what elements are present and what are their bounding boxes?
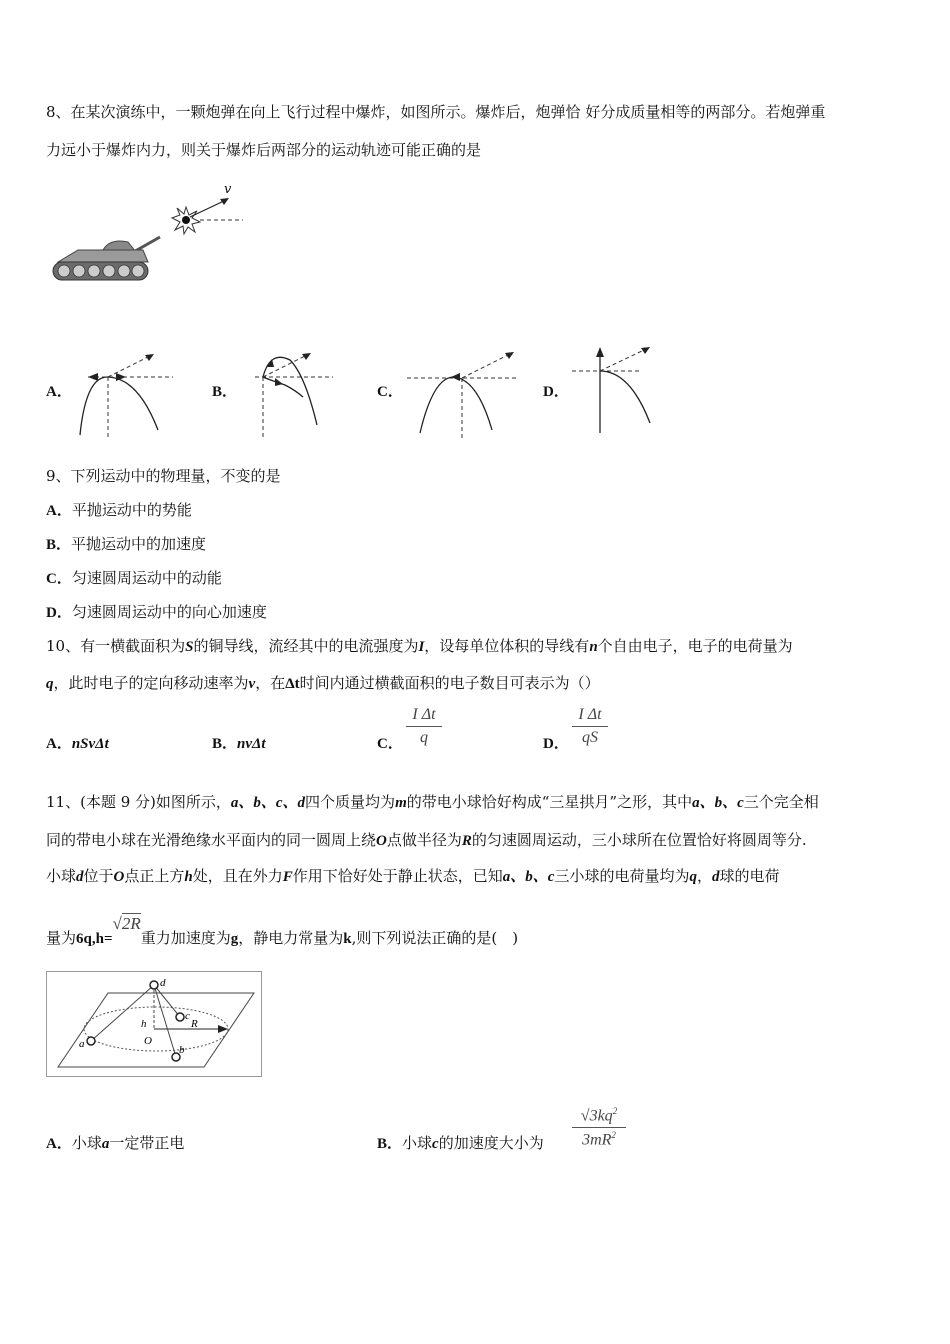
q8-option-d-figure: [570, 345, 660, 437]
q10-text: ，此时电子的定向移动速率为: [53, 674, 249, 692]
q11-stem-line1: [46, 792, 819, 813]
q11-var-o: O: [113, 869, 125, 885]
q11-text: 重力加速度为: [140, 929, 231, 947]
fig-label-o: O: [144, 1035, 152, 1047]
fraction-numerator-text: 3kq: [589, 1107, 613, 1125]
fig-label-r: R: [191, 1018, 198, 1030]
q10-text: ，在: [255, 674, 286, 692]
q11-text: 点正上方: [124, 867, 185, 885]
q10-var-q: q: [46, 676, 54, 692]
q11-var-o: O: [376, 833, 387, 849]
q10-option-c: [377, 733, 403, 754]
q9-option-b: [46, 534, 206, 555]
q10-var-dt: Δt: [285, 676, 300, 692]
q8-option-b-label: B．: [212, 384, 238, 400]
q10-option-a-text: nSvΔt: [71, 736, 109, 752]
fig-label-c: c: [185, 1010, 190, 1022]
q9-option-a-text: 平抛运动中的势能: [71, 501, 192, 519]
q11-option-b-fraction: [572, 1106, 626, 1150]
q8-option-c-label: C．: [377, 384, 403, 400]
q11-option-b: [377, 1133, 544, 1154]
q11-var-m: m: [395, 795, 407, 811]
q10-option-a: [46, 733, 109, 754]
q11-var-h: h: [184, 869, 193, 885]
q10-text: 的铜导线，流经其中的电流强度为: [193, 637, 419, 655]
q9-option-c: [46, 568, 222, 589]
q11-var-abc: a、b、c: [692, 795, 744, 811]
fig-label-b: b: [179, 1044, 185, 1056]
q11-var-d: d: [711, 869, 720, 885]
q9-option-b-label: B．: [46, 537, 72, 553]
q11-text: 点做半径为: [386, 831, 462, 849]
q11-var-q: q: [689, 869, 697, 885]
fraction-denominator: $3mR^2$: [582, 1130, 616, 1149]
q10-var-i: I: [418, 639, 425, 655]
v-label: v: [224, 182, 232, 197]
q9-option-d: [46, 602, 267, 623]
q11-stem-line4: [46, 914, 519, 949]
q11-option-a-label: A．: [46, 1136, 72, 1152]
q11-option-b-var: c: [432, 1136, 439, 1152]
q10-option-b-text: nvΔt: [237, 736, 266, 752]
q11-text: 处，且在外力: [192, 867, 283, 885]
q11-var-k: k: [343, 931, 352, 947]
q11-option-a-text: 小球: [71, 1134, 102, 1152]
q10-text: ，设每单位体积的导线有: [424, 637, 590, 655]
fraction-denominator-text: 3mR: [582, 1131, 612, 1149]
q8-option-d-label: D．: [543, 384, 569, 400]
q8-option-a-figure: [78, 350, 178, 440]
q11-var-f: F: [282, 869, 293, 885]
q11-text: 球的电荷: [719, 867, 780, 885]
q11-text: 同的带电小球在光滑绝缘水平面内的同一圆周上绕: [46, 831, 377, 849]
q9-option-d-label: D．: [46, 605, 72, 621]
q11-option-a-text: 一定带正电: [109, 1134, 185, 1152]
fig-label-a: a: [79, 1038, 85, 1050]
q11-stem-line3: [46, 866, 780, 887]
q11-option-b-text: 小球: [402, 1134, 433, 1152]
q11-var-r: R: [461, 833, 472, 849]
fig-label-h: h: [141, 1018, 147, 1030]
q10-stem-line1: [46, 636, 793, 657]
q8-stem-line1: 8、在某次演练中，一颗炮弹在向上飞行过程中爆炸，如图所示。爆炸后，炮弹恰 好分成质量相等的两部分。若炮弹重: [46, 103, 826, 121]
q11-text: ,则下列说法正确的是( ): [351, 929, 519, 947]
q11-stem-line2: [46, 830, 807, 851]
q9-stem: 9、下列运动中的物理量，不变的是: [46, 467, 281, 485]
q11-text: 小球: [46, 867, 77, 885]
q9-option-c-label: C．: [46, 571, 72, 587]
q8-option-c-figure: [405, 348, 525, 440]
fraction-numerator: $√3kq^2$: [580, 1106, 618, 1125]
q11-text: ，静电力常量为: [238, 929, 344, 947]
q10-option-a-label: A．: [46, 736, 72, 752]
q10-var-s: S: [185, 639, 194, 655]
q11-option-b-text: 的加速度大小为: [438, 1134, 544, 1152]
q9-option-a: [46, 500, 192, 521]
q9-option-a-label: A．: [46, 503, 72, 519]
q10-option-c-label: C．: [377, 736, 403, 752]
q11-var-g: g: [230, 931, 239, 947]
q9-option-d-text: 匀速圆周运动中的向心加速度: [71, 603, 267, 621]
fraction-numerator: I Δt: [412, 706, 436, 723]
q11-option-a: [46, 1133, 184, 1154]
q9-option-b-text: 平抛运动中的加速度: [71, 535, 207, 553]
q11-text: 的匀速圆周运动，三小球所在位置恰好将圆周等分.: [471, 831, 807, 849]
q11-text: 的带电小球恰好构成“三星拱月”之形，其中: [406, 793, 693, 811]
q10-stem-line2: [46, 673, 600, 694]
q8-option-b-figure: [245, 345, 345, 440]
sqrt-expression: √2R: [112, 914, 141, 933]
q10-var-v: v: [248, 676, 256, 692]
q10-option-b: [212, 733, 266, 754]
q10-option-d-fraction: [572, 706, 608, 747]
q11-text: 11、(本题 9 分)如图所示，: [46, 793, 231, 811]
q11-text: 四个质量均为: [305, 793, 396, 811]
q11-text: 6q,h=: [76, 931, 113, 947]
sqrt-radicand: 2R: [121, 914, 141, 933]
three-star-moon-figure: [46, 971, 262, 1077]
q8-option-a-label: A．: [46, 384, 72, 400]
fig-label-d: d: [160, 977, 166, 989]
q11-option-a-var: a: [101, 1136, 110, 1152]
q11-var-abcd: a、b、c、d: [230, 795, 306, 811]
q11-text: 量为: [46, 929, 77, 947]
q11-text: 三小球的电荷量均为: [554, 867, 690, 885]
q9-option-c-text: 匀速圆周运动中的动能: [71, 569, 222, 587]
q10-text: 个自由电子，电子的电荷量为: [597, 637, 793, 655]
fraction-denominator: qS: [582, 729, 598, 746]
q11-text: 三个完全相: [743, 793, 819, 811]
q11-text: ，: [696, 867, 712, 885]
q11-option-b-label: B．: [377, 1136, 403, 1152]
q10-text: 10、有一横截面积为: [46, 637, 186, 655]
q8-stem-line2: 力远小于爆炸内力，则关于爆炸后两部分的运动轨迹可能正确的是: [46, 141, 482, 159]
q10-var-n: n: [589, 639, 598, 655]
q11-var-abc: a、b、c: [502, 869, 555, 885]
fraction-numerator: I Δt: [578, 706, 602, 723]
q10-text: 时间内通过横截面积的电子数目可表示为（）: [299, 674, 600, 692]
fraction-denominator: q: [420, 729, 428, 746]
q10-option-d-label: D．: [543, 736, 569, 752]
q11-text: 作用下恰好处于静止状态，已知: [292, 867, 503, 885]
q11-text: 位于: [83, 867, 114, 885]
q10-option-b-label: B．: [212, 736, 238, 752]
q10-option-d: [543, 733, 569, 754]
q10-option-c-fraction: [406, 706, 442, 747]
q11-var-d: d: [76, 869, 84, 885]
